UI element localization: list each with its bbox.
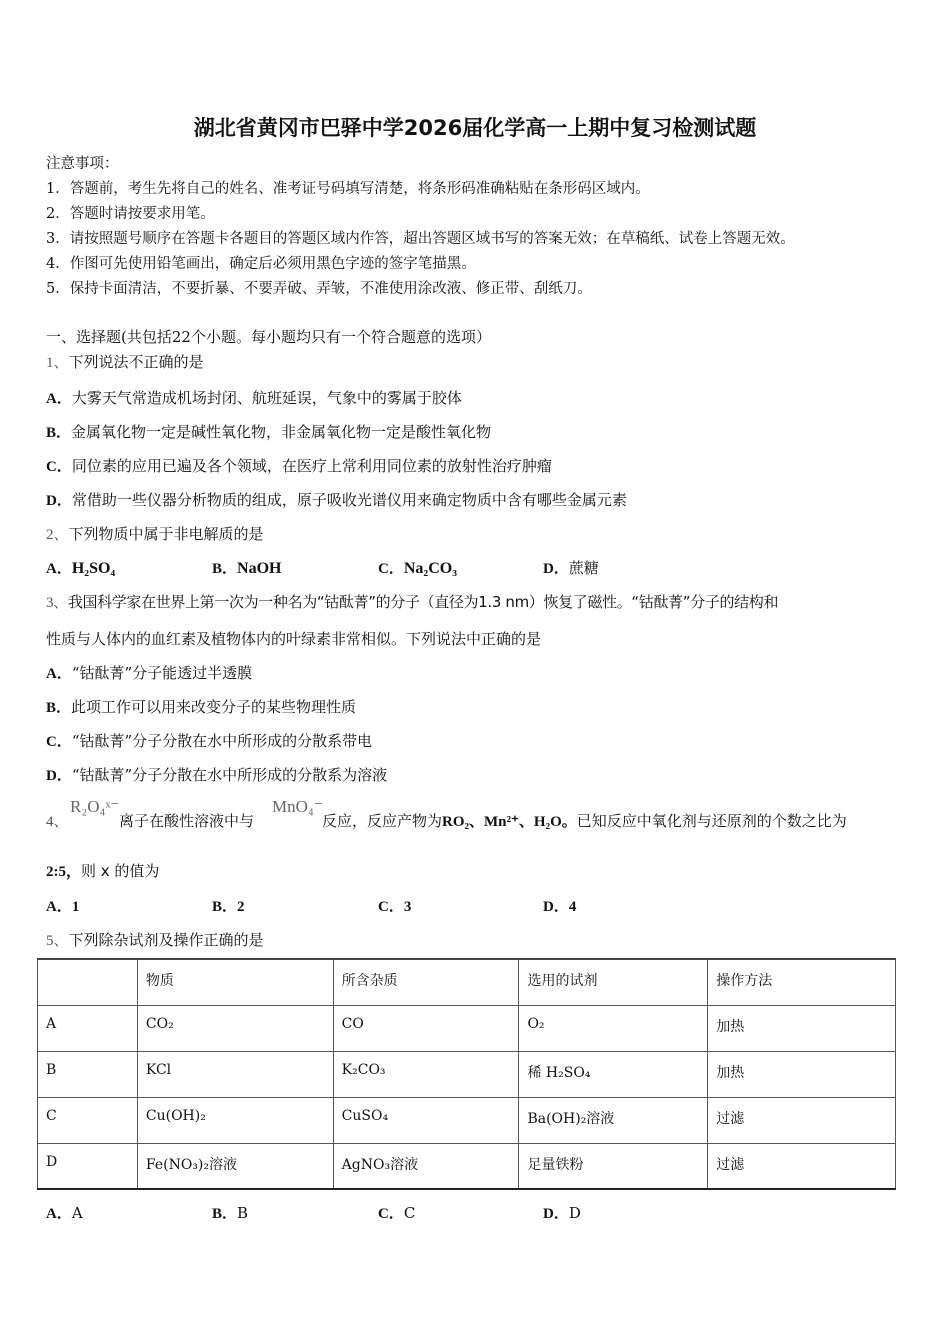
q1-option-d[interactable]: D．常借助一些仪器分析物质的组成，原子吸收光谱仪用来确定物质中含有哪些金属元素 [46,491,627,509]
note-item: 1．答题前，考生先将自己的姓名、准考证号码填写清楚，将条形码准确粘贴在条形码区域内。 [46,181,650,197]
question-2-stem: 2、下列物质中属于非电解质的是 [46,525,264,543]
note-item: 5．保持卡面清洁，不要折暴、不要弄破、弄皱，不准使用涂改液、修正带、刮纸刀。 [46,281,592,297]
q5-option-c[interactable]: C．C [378,1204,416,1222]
question-4-text-a: 离子在酸性溶液中与 [119,812,255,830]
q5-option-a[interactable]: A．A [46,1204,83,1222]
q2-option-a[interactable]: A．H₂SO₄ [46,560,116,577]
table-row [38,1097,896,1143]
q1-option-c[interactable]: C．同位素的应用已遍及各个领域，在医疗上常利用同位素的放射性治疗肿瘤 [46,457,552,475]
q3-option-a[interactable]: A．“钴酞菁”分子能透过半透膜 [46,664,253,682]
question-4-text-b: 反应，反应产物为RO₂、Mn²⁺、H₂O。已知反应中氧化剂与还原剂的个数之比为 [322,812,847,830]
notes-heading: 注意事项： [46,156,119,172]
table-header-cell [38,959,138,1005]
question-4-line2: 2:5，则 x 的值为 [46,862,160,880]
q3-option-c[interactable]: C．“钴酞菁”分子分散在水中所形成的分散系带电 [46,732,373,750]
note-item: 4．作图可先使用铅笔画出，确定后必须用黑色字迹的签字笔描黑。 [46,256,476,272]
table-cell: D [38,1143,138,1189]
table-cell: 加热 [708,1005,896,1051]
table-cell: KCl [137,1051,333,1097]
table-cell: CuSO₄ [333,1097,519,1143]
question-text: 下列说法不正确的是 [68,353,204,371]
table-cell: B [38,1051,138,1097]
table-cell: Ba(OH)₂溶液 [519,1097,708,1143]
table-row [38,1005,896,1051]
question-3-stem: 3、我国科学家在世界上第一次为一种名为“钴酞菁”的分子（直径为1.3 nm）恢复了磁性。“钴酞菁”分子的结构和 [46,593,779,611]
table-header-cell: 操作方法 [708,959,896,1005]
table-cell: Fe(NO₃)₂溶液 [137,1143,333,1189]
question-4-number: 4、 [46,814,69,830]
table-cell: 稀 H₂SO₄ [519,1051,708,1097]
question-5-stem: 5、下列除杂试剂及操作正确的是 [46,931,264,949]
note-item: 3．请按照题号顺序在答题卡各题目的答题区域内作答，超出答题区域书写的答案无效；在草稿纸、试卷上答题无效。 [46,231,795,247]
formula-r2o4-image: R₂O₄ˣ⁻ [70,797,120,816]
table-cell: C [38,1097,138,1143]
table-row [38,1143,896,1189]
table-cell: AgNO₃溶液 [333,1143,519,1189]
impurity-removal-table [37,958,896,1190]
question-1-stem [46,351,204,372]
table-cell: CO [333,1005,519,1051]
q1-option-a[interactable]: A．大雾天气常造成机场封闭、航班延误，气象中的雾属于胶体 [46,389,462,407]
table-header-cell: 选用的试剂 [519,959,708,1005]
table-header-row [38,959,896,1005]
table-cell: Cu(OH)₂ [137,1097,333,1143]
q2-option-b[interactable]: B．NaOH [212,560,282,577]
q1-option-b[interactable]: B．金属氧化物一定是碱性氧化物，非金属氧化物一定是酸性氧化物 [46,423,492,441]
q3-option-d[interactable]: D．“钴酞菁”分子分散在水中所形成的分散系为溶液 [46,766,388,784]
q4-option-b[interactable]: B．2 [212,899,245,915]
q4-option-d[interactable]: D．4 [543,899,577,915]
table-cell: 足量铁粉 [519,1143,708,1189]
question-3-stem-line2: 性质与人体内的血红素及植物体内的叶绿素非常相似。下列说法中正确的是 [46,630,542,648]
table-cell: O₂ [519,1005,708,1051]
q4-option-a[interactable]: A．1 [46,899,80,915]
table-cell: 过滤 [708,1143,896,1189]
q3-option-b[interactable]: B．此项工作可以用来改变分子的某些物理性质 [46,698,357,716]
table-header-cell: 所含杂质 [333,959,519,1005]
page-title: 湖北省黄冈市巴驿中学2026届化学高一上期中复习检测试题 [193,116,757,140]
table-cell: 过滤 [708,1097,896,1143]
table-cell: CO₂ [137,1005,333,1051]
q2-option-c[interactable]: C．Na₂CO₃ [378,560,457,577]
table-row [38,1051,896,1097]
table-cell: A [38,1005,138,1051]
question-number: 1、 [46,355,69,371]
note-item: 2．答题时请按要求用笔。 [46,206,215,222]
table-cell: 加热 [708,1051,896,1097]
q5-option-b[interactable]: B．B [212,1204,249,1222]
section-heading: 一、选择题(共包括22个小题。每小题均只有一个符合题意的选项） [46,328,491,346]
formula-mno4-image: MnO₄⁻ [272,797,323,816]
q4-option-c[interactable]: C．3 [378,899,412,915]
table-header-cell: 物质 [137,959,333,1005]
q5-option-d[interactable]: D．D [543,1204,581,1222]
q2-option-d[interactable]: D．蔗糖 [543,559,599,577]
table-cell: K₂CO₃ [333,1051,519,1097]
